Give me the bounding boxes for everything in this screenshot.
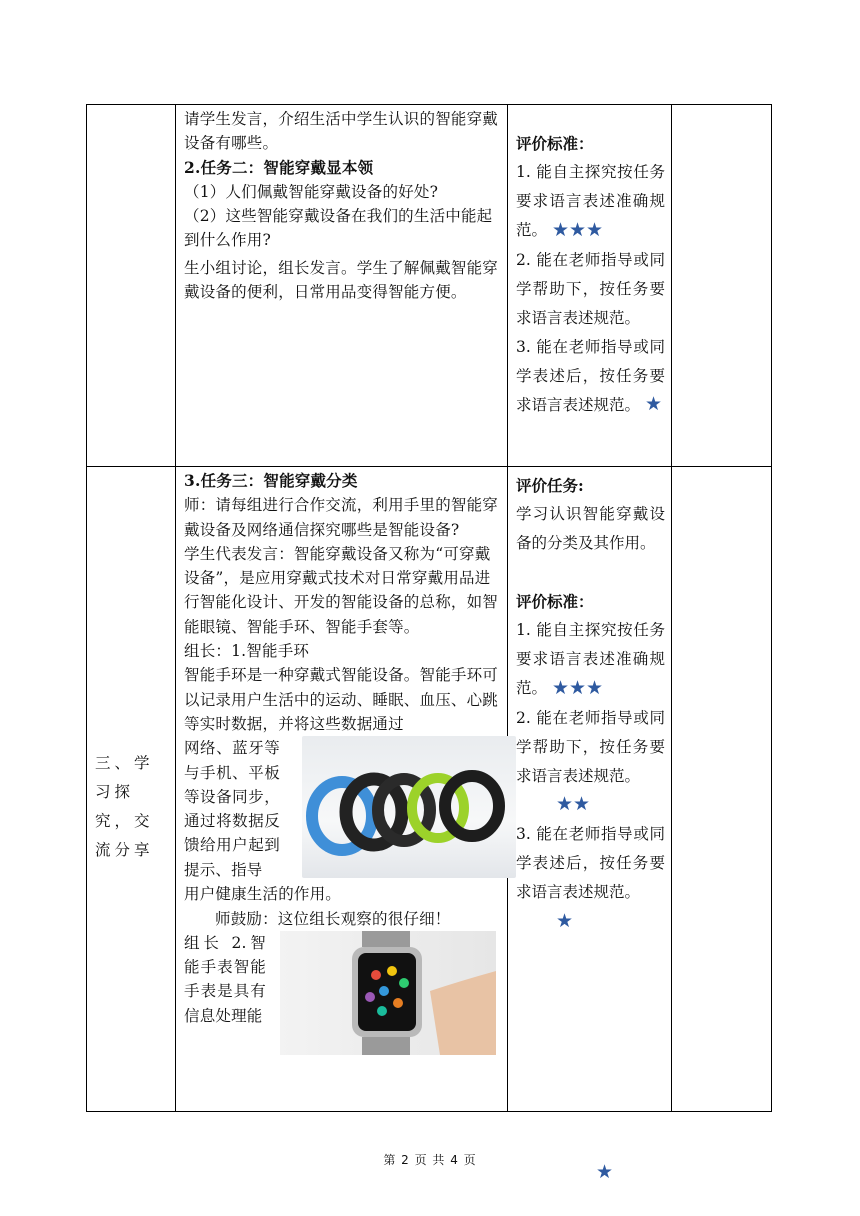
activity-paragraph: 组长 2.智能手表智能手表是具有信息处理能: [184, 933, 266, 1025]
activity-paragraph: 网络、蓝牙等与手机、平板等设备同步，通过将数据反馈给用户起到提示、指导: [184, 739, 280, 879]
task-title: 2.任务二：智能穿戴显本领: [184, 157, 374, 177]
evaluation-task-heading: 评价任务:: [516, 476, 584, 495]
star-icon: ★: [556, 909, 574, 932]
activity-paragraph: 请学生发言，介绍生活中学生认识的智能穿戴设备有哪些。: [184, 110, 499, 153]
star-icon: ★: [644, 393, 662, 415]
activity-paragraph: 组长：1.智能手环: [184, 642, 310, 661]
star-rating-2: [556, 791, 590, 820]
activity-paragraph: 智能手环是一种穿戴式智能设备。智能手环可以记录用户生活中的运动、睡眠、血压、心跳等实时数据，并将这些数据通过: [184, 666, 499, 733]
star-rating-1: [645, 391, 662, 420]
activity-paragraph: 用户健康生活的作用。: [184, 885, 342, 904]
section-cell-empty: [87, 105, 176, 467]
evaluation-cell: [508, 467, 672, 1112]
evaluation-item: 3. 能在老师指导或同学表述后，按任务要求语言表述规范。: [516, 825, 665, 901]
lesson-table: [86, 104, 772, 1112]
star-icon: ★: [569, 218, 587, 241]
evaluation-item: 2. 能在老师指导或同学帮助下，按任务要求语言表述规范。: [516, 250, 665, 327]
star-rating-3: [552, 217, 603, 246]
evaluation-cell: [508, 105, 672, 467]
notes-cell: [672, 105, 772, 467]
activity-cell: [176, 105, 508, 467]
activity-paragraph: 学生代表发言：智能穿戴设备又称为“可穿戴设备”，是应用穿戴式技术对日常穿戴用品进行智能化设计、开发的智能设备的总称，如智能眼镜、智能手环、智能手套等。: [184, 544, 499, 636]
star-icon: ★: [586, 218, 604, 241]
table-row: [87, 467, 772, 1112]
star-icon: ★: [551, 218, 569, 241]
section-label: 三、学习探究，交流分享: [95, 754, 154, 859]
star-rating-3: [552, 675, 603, 704]
smart-watch-photo: [280, 931, 496, 1055]
star-icon: ★: [556, 793, 574, 815]
table-row: [87, 105, 772, 467]
question-item: （2）这些智能穿戴设备在我们的生活中能起到什么作用?: [184, 207, 493, 250]
page-footer: 第 2 页 共 4 页: [383, 1153, 477, 1167]
activity-paragraph: 师：请每组进行合作交流，利用手里的智能穿戴设备及网络通信探究哪些是智能设备?: [184, 496, 499, 539]
star-icon: ★: [569, 676, 587, 699]
evaluation-heading: 评价标准：: [516, 134, 594, 153]
activity-cell: [176, 467, 508, 1112]
star-icon: ★: [551, 676, 569, 699]
evaluation-item: 2. 能在老师指导或同学帮助下，按任务要求语言表述规范。: [516, 708, 665, 785]
evaluation-item: 1. 能自主探究按任务要求语言表述准确规范。: [516, 163, 665, 239]
star-icon: ★: [596, 1161, 614, 1183]
evaluation-item: 3. 能在老师指导或同学表述后，按任务要求语言表述规范。: [516, 337, 665, 414]
evaluation-task-text: 学习认识智能穿戴设备的分类及其作用。: [516, 505, 665, 552]
task-title: 3.任务三：智能穿戴分类: [184, 471, 358, 490]
smart-band-photo: [302, 736, 516, 878]
section-cell: [87, 467, 176, 1112]
activity-paragraph: 生小组讨论，组长发言。学生了解佩戴智能穿戴设备的便利，日常用品变得智能方便。: [184, 258, 499, 302]
star-rating-1: [556, 908, 573, 937]
evaluation-item: 1. 能自主探究按任务要求语言表述准确规范。: [516, 621, 665, 697]
star-icon: ★: [573, 793, 591, 815]
activity-paragraph: 师鼓励：这位组长观察的很仔细！: [215, 909, 451, 928]
evaluation-heading: 评价标准：: [516, 592, 594, 611]
notes-cell: [672, 467, 772, 1112]
star-icon: ★: [586, 676, 604, 699]
question-item: （1）人们佩戴智能穿戴设备的好处?: [184, 182, 439, 201]
